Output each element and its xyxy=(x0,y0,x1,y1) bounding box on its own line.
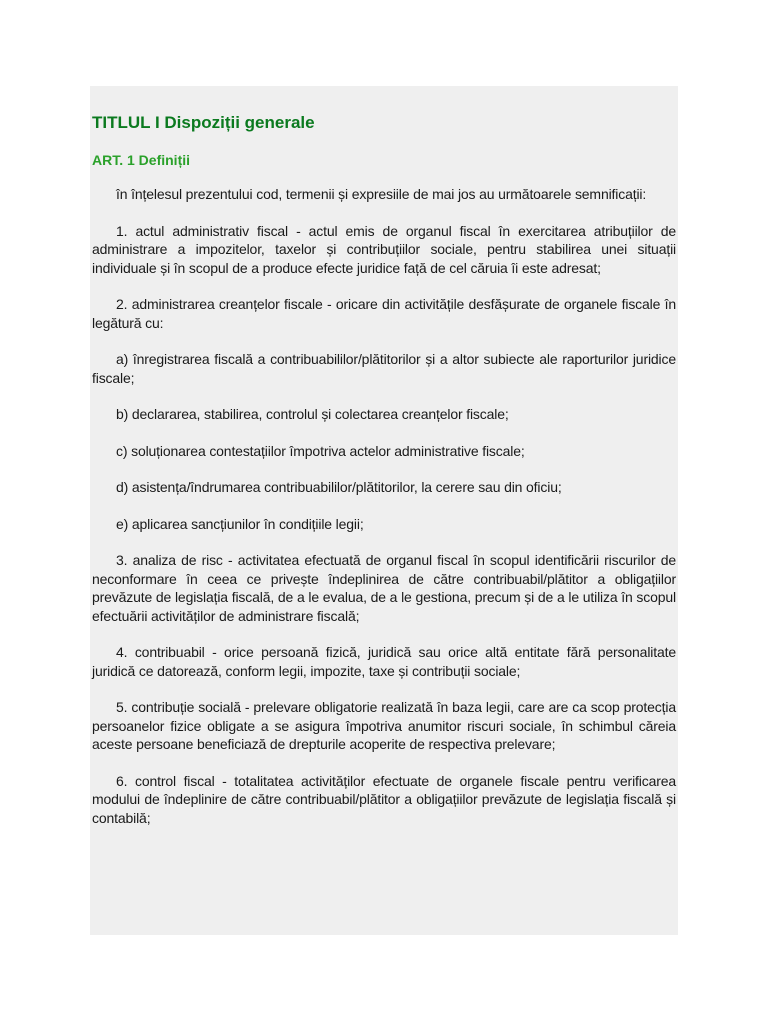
paragraph: b) declararea, stabilirea, controlul și colectarea creanțelor fiscale; xyxy=(116,406,509,422)
document-page xyxy=(90,86,678,935)
paragraph: 5. contribuție socială - prelevare obligatorie realizată în baza legii, care are ca scop protecția persoanelor fizice obligate a se asigura împotriva anumitor riscuri sociale, în schimbul căreia aceste persoane beneficiază de drepturile acoperite de respectiva prelevare; xyxy=(92,699,676,752)
paragraph: 2. administrarea creanțelor fiscale - oricare din activitățile desfășurate de organele fiscale în legătură cu: xyxy=(92,296,676,331)
paragraph: a) înregistrarea fiscală a contribuabililor/plătitorilor și a altor subiecte ale raporturilor juridice fiscale; xyxy=(92,351,676,386)
paragraph: d) asistența/îndrumarea contribuabililor/plătitorilor, la cerere sau din oficiu; xyxy=(116,479,562,495)
paragraph: 3. analiza de risc - activitatea efectuată de organul fiscal în scopul identificării riscurilor de neconformare în ceea ce privește îndeplinirea de către contribuabil/plătitor a obligațiilor prevăzute de legislația fiscală, de a le evalua, de a le gestiona, precum și de a le utiliza în scopul efectuării activităților de administrare fiscală; xyxy=(92,552,676,624)
paragraph: 6. control fiscal - totalitatea activităților efectuate de organele fiscale pentru verificarea modului de îndeplinire de către contribuabil/plătitor a obligațiilor prevăzute de legislația fiscală și contabilă; xyxy=(92,772,676,826)
paragraph: e) aplicarea sancțiunilor în condițiile legii; xyxy=(116,515,364,532)
paragraph: c) soluționarea contestațiilor împotriva actelor administrative fiscale; xyxy=(116,442,525,459)
paragraph: în înțelesul prezentului cod, termenii și expresiile de mai jos au următoarele semnificații: xyxy=(116,186,647,202)
article-heading: ART. 1 Definiții xyxy=(92,152,191,168)
page-title: TITLUL I Dispoziții generale xyxy=(92,113,315,132)
paragraph: 4. contribuabil - orice persoană fizică, juridică sau orice altă entitate fără personalitate juridică ce datorează, conform legii, impozite, taxe și contribuții sociale; xyxy=(92,644,676,679)
paragraph: 1. actul administrativ fiscal - actul emis de organul fiscal în exercitarea atribuțiilor de administrare a impozitelor, taxelor și contribuțiilor sociale, pentru stabilirea unei situații individuale și în scopul de a produce efecte juridice față de cel căruia îi este adresat; xyxy=(92,222,676,276)
